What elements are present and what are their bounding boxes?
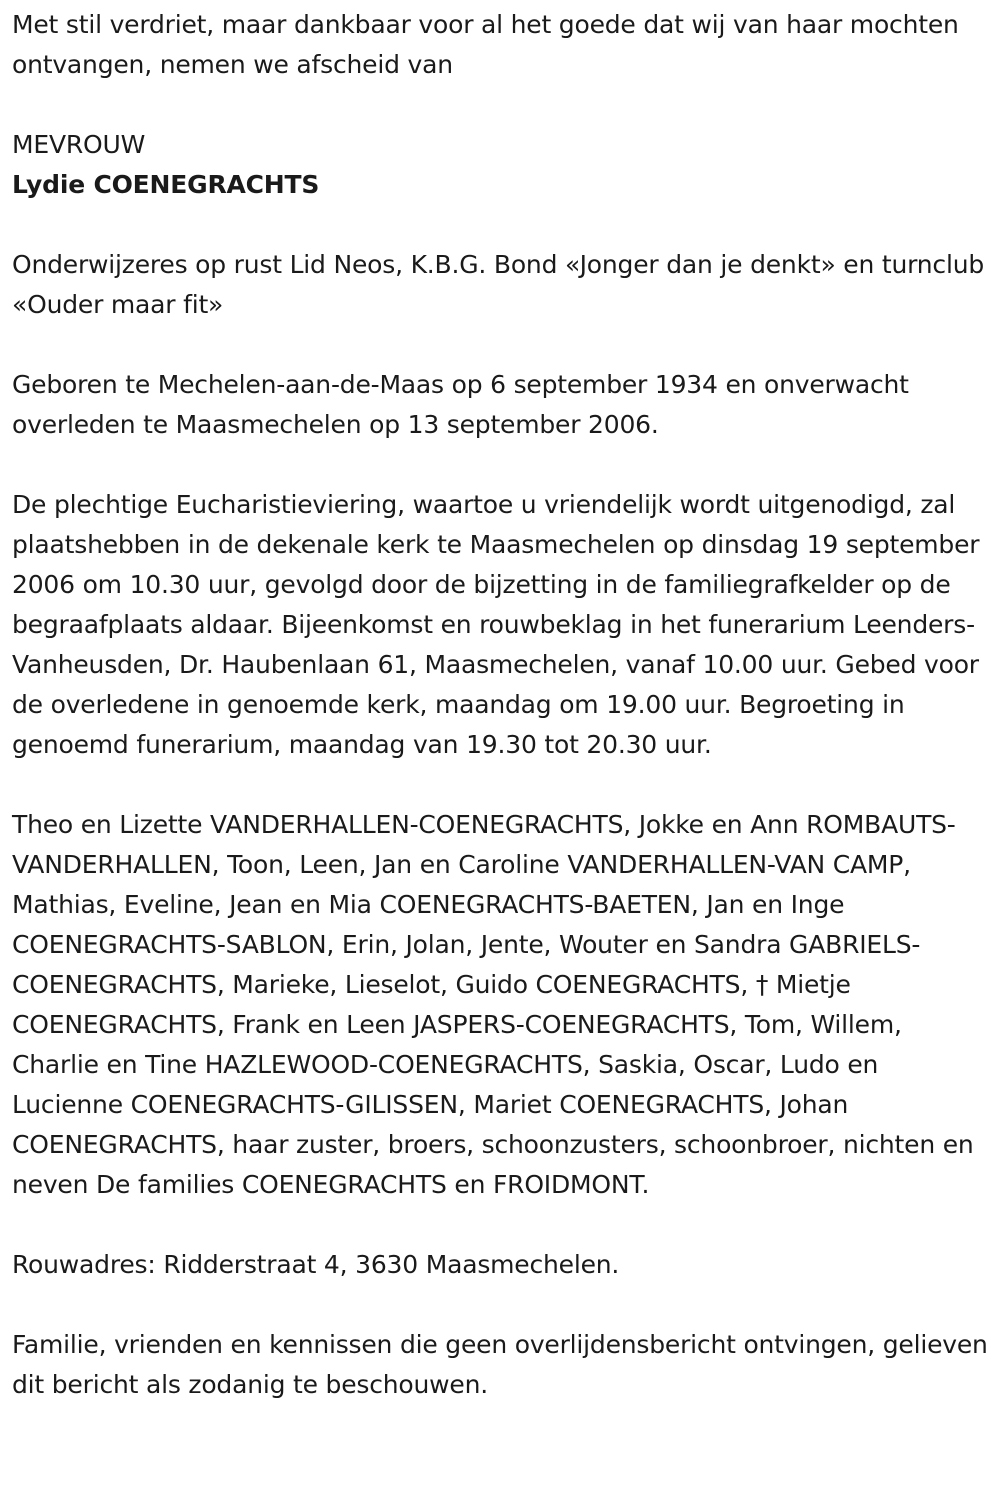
spacer — [12, 765, 988, 805]
intro-text: Met stil verdriet, maar dankbaar voor al het goede dat wij van haar mochten ontvangen, nemen we afscheid van — [12, 10, 959, 79]
deceased-name: Lydie COENEGRACHTS — [12, 170, 320, 199]
spacer — [12, 205, 988, 245]
occupation-text: Onderwijzeres op rust Lid Neos, K.B.G. Bond «Jonger dan je denkt» en turnclub «Ouder maar fit» — [12, 250, 985, 319]
closing-text: Familie, vrienden en kennissen die geen overlijdensbericht ontvingen, gelieven dit bericht als zodanig te beschouwen. — [12, 1330, 988, 1399]
address-text: Rouwadres: Ridderstraat 4, 3630 Maasmechelen. — [12, 1250, 620, 1279]
spacer — [12, 445, 988, 485]
title-text: MEVROUW — [12, 130, 146, 159]
spacer — [12, 325, 988, 365]
ceremony-text: De plechtige Eucharistieviering, waartoe u vriendelijk wordt uitgenodigd, zal plaatshebben in de dekenale kerk te Maasmechelen op dinsdag 19 september 2006 om 10.30 uur, gevolgd door de bijzetting in de familiegrafkelder op de begraafplaats aldaar. Bijeenkomst en rouwbeklag in het funerarium Leenders-Vanheusden, Dr. Haubenlaan 61, Maasmechelen, vanaf 10.00 uur. Gebed voor de overledene in genoemde kerk, maandag om 19.00 uur. Begroeting in genoemd funerarium, maandag van 19.30 tot 20.30 uur. — [12, 490, 980, 759]
birth-death-text: Geboren te Mechelen-aan-de-Maas op 6 september 1934 en onverwacht overleden te Maasmechelen op 13 september 2006. — [12, 370, 909, 439]
spacer — [12, 1205, 988, 1245]
spacer — [12, 85, 988, 125]
spacer — [12, 1285, 988, 1325]
family-text: Theo en Lizette VANDERHALLEN-COENEGRACHTS, Jokke en Ann ROMBAUTS-VANDERHALLEN, Toon, Leen, Jan en Caroline VANDERHALLEN-VAN CAMP, Mathias, Eveline, Jean en Mia COENEGRACHTS-BAETEN, Jan en Inge COENEGRACHTS-SABLON, Erin, Jolan, Jente, Wouter en Sandra GABRIELS-COENEGRACHTS, Marieke, Lieselot, Guido COENEGRACHTS, † Mietje COENEGRACHTS, Frank en Leen JASPERS-COENEGRACHTS, Tom, Willem, Charlie en Tine HAZLEWOOD-COENEGRACHTS, Saskia, Oscar, Ludo en Lucienne COENEGRACHTS-GILISSEN, Mariet COENEGRACHTS, Johan COENEGRACHTS, haar zuster, broers, schoonzusters, schoonbroer, nichten en neven De families COENEGRACHTS en FROIDMONT. — [12, 810, 974, 1199]
